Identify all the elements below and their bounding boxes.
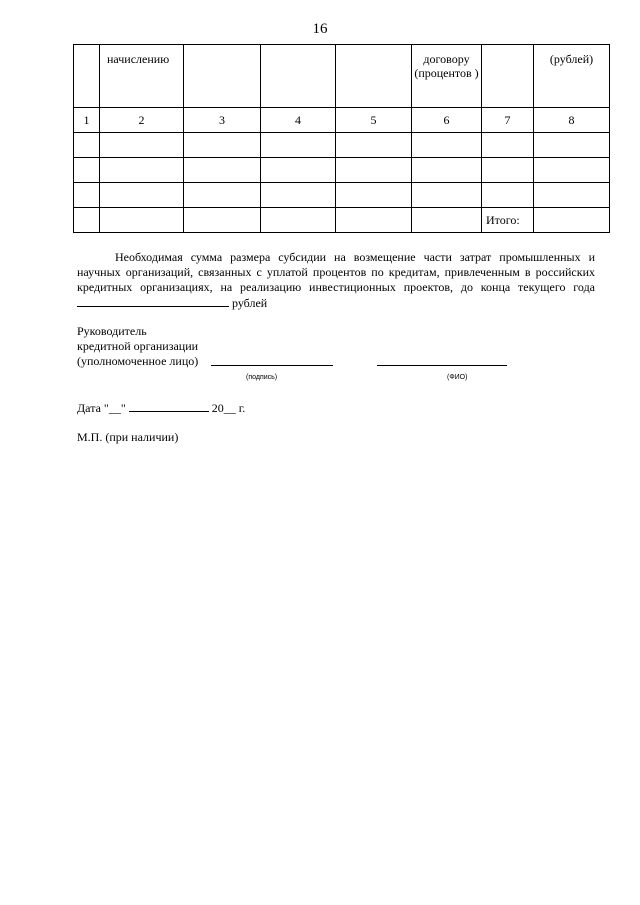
header-cell-8: (рублей) xyxy=(534,45,610,108)
page-number: 16 xyxy=(312,21,328,37)
header-cell-2: начислению xyxy=(100,45,184,108)
table-cell[interactable] xyxy=(184,183,261,208)
table-cell[interactable] xyxy=(336,183,412,208)
table-total-row xyxy=(74,208,610,233)
header-cell-1 xyxy=(74,45,100,108)
table-cell[interactable] xyxy=(261,208,336,233)
table-cell[interactable] xyxy=(482,133,534,158)
table-cell[interactable] xyxy=(534,183,610,208)
table-cell[interactable] xyxy=(184,208,261,233)
paragraph-text: Необходимая сумма размера субсидии на возмещение части затрат промышленных и научных организаций, связанных с уплатой процентов по кредитам, привлеченным в российских кредитных организациях, на реализацию инвестиционных проектов, до конца текущего года xyxy=(77,250,595,294)
header-cell-6: договору (процентов ) xyxy=(412,45,482,108)
header-cell-4 xyxy=(261,45,336,108)
date-year-suffix: г. xyxy=(238,401,246,415)
table-cell[interactable] xyxy=(184,133,261,158)
column-number: 4 xyxy=(261,108,336,133)
name-caption: (ФИО) xyxy=(447,374,468,381)
table-cell[interactable] xyxy=(412,208,482,233)
signature-role-line-2: кредитной организации xyxy=(77,339,199,353)
table-cell[interactable] xyxy=(100,183,184,208)
signature-role-line-1: Руководитель xyxy=(77,324,147,338)
signature-caption: (подпись) xyxy=(246,374,278,381)
table-cell[interactable] xyxy=(412,133,482,158)
table-cell[interactable] xyxy=(336,133,412,158)
column-number: 5 xyxy=(336,108,412,133)
subsidy-table xyxy=(73,44,610,233)
date-year: 20__ xyxy=(211,401,236,415)
table-cell[interactable] xyxy=(412,158,482,183)
table-cell[interactable] xyxy=(482,183,534,208)
date-day: "__" xyxy=(103,401,126,415)
date-line xyxy=(77,400,245,416)
column-number: 7 xyxy=(482,108,534,133)
column-number: 8 xyxy=(534,108,610,133)
table-number-row xyxy=(74,108,610,133)
table-cell[interactable] xyxy=(261,133,336,158)
signature-blank-line[interactable] xyxy=(211,354,333,366)
subsidy-paragraph xyxy=(77,250,595,311)
table-cell[interactable] xyxy=(534,133,610,158)
table-cell[interactable] xyxy=(261,158,336,183)
table-cell[interactable] xyxy=(336,208,412,233)
total-value-cell[interactable] xyxy=(534,208,610,233)
date-label: Дата xyxy=(77,401,101,415)
table-cell[interactable] xyxy=(336,158,412,183)
table-row xyxy=(74,158,610,183)
name-blank-line[interactable] xyxy=(377,354,507,366)
header-cell-5 xyxy=(336,45,412,108)
total-label: Итого: xyxy=(482,208,534,233)
signature-block xyxy=(77,324,597,369)
table-row xyxy=(74,133,610,158)
amount-blank-line[interactable] xyxy=(77,295,229,307)
column-number: 1 xyxy=(74,108,100,133)
table-cell[interactable] xyxy=(261,183,336,208)
stamp-note: М.П. (при наличии) xyxy=(77,430,179,444)
column-number: 2 xyxy=(100,108,184,133)
table-cell[interactable] xyxy=(74,133,100,158)
header-cell-3 xyxy=(184,45,261,108)
table-cell[interactable] xyxy=(74,208,100,233)
table-cell[interactable] xyxy=(534,158,610,183)
table-cell[interactable] xyxy=(482,158,534,183)
column-number: 3 xyxy=(184,108,261,133)
date-month-blank[interactable] xyxy=(129,400,209,412)
table-cell[interactable] xyxy=(184,158,261,183)
table-cell[interactable] xyxy=(100,158,184,183)
header-cell-7 xyxy=(482,45,534,108)
signature-role-line-3: (уполномоченное лицо) xyxy=(77,354,199,368)
paragraph-unit: рублей xyxy=(232,296,268,310)
table-cell[interactable] xyxy=(412,183,482,208)
table-row xyxy=(74,183,610,208)
table-cell[interactable] xyxy=(74,183,100,208)
table-cell[interactable] xyxy=(100,208,184,233)
column-number: 6 xyxy=(412,108,482,133)
table-header-row xyxy=(74,45,610,108)
table-cell[interactable] xyxy=(100,133,184,158)
table-cell[interactable] xyxy=(74,158,100,183)
